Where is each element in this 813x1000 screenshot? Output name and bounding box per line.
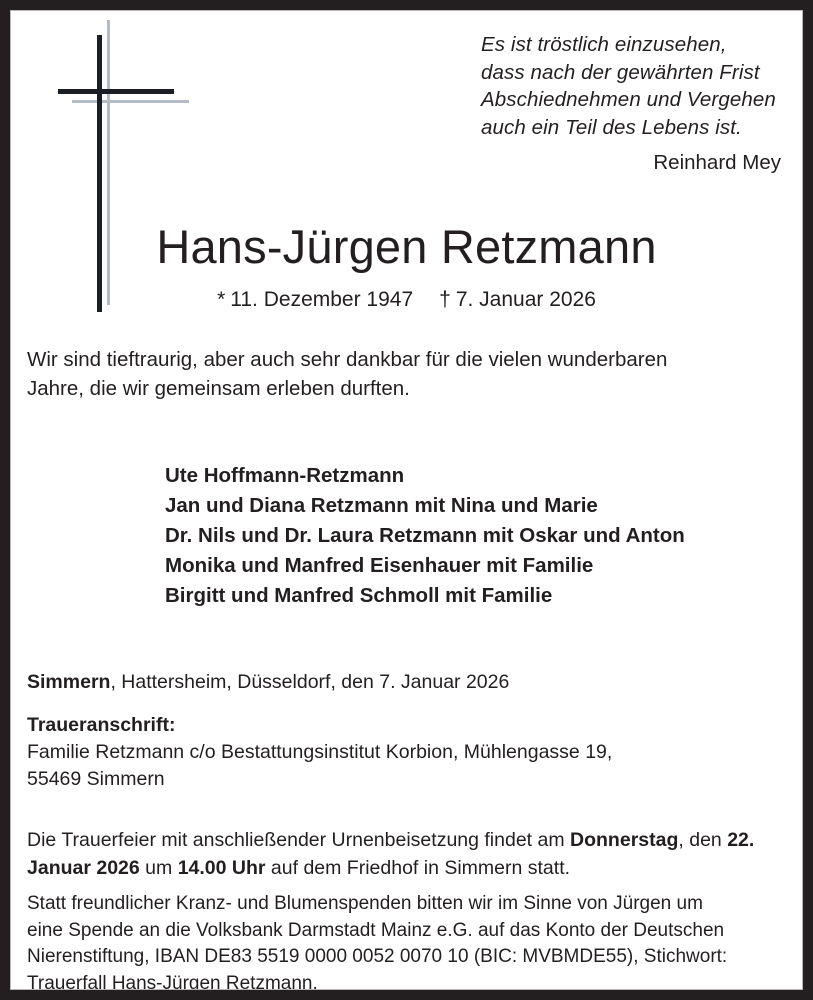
donation-request — [27, 891, 799, 997]
birth-symbol-icon: * — [217, 288, 226, 311]
survivors-list — [165, 461, 805, 611]
quote-author: Reinhard Mey — [653, 151, 781, 174]
survivor-line: Dr. Nils und Dr. Laura Retzmann mit Oskar und Anton — [165, 524, 685, 547]
life-dates — [11, 286, 802, 314]
place-and-date — [27, 669, 787, 695]
notice-sheet — [11, 11, 802, 994]
cross-horizontal-icon — [58, 89, 174, 94]
address-line-1: Familie Retzmann c/o Bestattungsinstitut Korbion, Mühlengasse 19, — [27, 741, 613, 763]
quote-line-2: dass nach der gewährten Frist — [481, 60, 760, 84]
ceremony-details — [27, 826, 797, 882]
cross-icon — [11, 11, 211, 331]
quote-line-1: Es ist tröstlich einzusehen, — [481, 33, 727, 56]
donation-line-4: Trauerfall Hans-Jürgen Retzmann. — [27, 972, 318, 994]
donation-line-1: Statt freundlicher Kranz- und Blumenspenden bitten wir im Sinne von Jürgen um — [27, 893, 703, 914]
deceased-name: Hans-Jürgen Retzmann — [156, 220, 657, 273]
condolence-address — [27, 712, 797, 793]
primary-place: Simmern — [27, 671, 111, 693]
ceremony-text-part-1: Die Trauerfeier mit anschließender Urnenbeisetzung findet am — [27, 829, 571, 851]
memorial-quote — [481, 31, 781, 176]
donation-line-2: eine Spende an die Volksbank Darmstadt Mainz e.G. auf das Konto der Deutschen — [27, 919, 725, 941]
birth-date: 11. Dezember 1947 — [230, 288, 414, 311]
death-date-group — [439, 288, 596, 311]
intro-line-1: Wir sind tieftraurig, aber auch sehr dankbar für die vielen wunderbaren — [27, 348, 668, 371]
cross-horizontal-shadow-icon — [72, 100, 189, 103]
ceremony-time: 14.00 Uhr — [177, 857, 266, 879]
birth-date-group — [217, 288, 413, 311]
intro-line-2: Jahre, die wir gemeinsam erleben durften. — [27, 377, 410, 400]
survivor-line: Birgitt und Manfred Schmoll mit Familie — [165, 584, 553, 607]
ceremony-text-part-2: , den — [678, 829, 728, 851]
ceremony-text-part-3: um — [139, 857, 178, 879]
address-heading: Traueranschrift: — [27, 714, 176, 736]
death-date: 7. Januar 2026 — [455, 288, 596, 311]
quote-line-4: auch ein Teil des Lebens ist. — [481, 115, 742, 139]
address-line-2: 55469 Simmern — [27, 768, 165, 790]
survivor-line: Monika und Manfred Eisenhauer mit Familie — [165, 554, 594, 577]
survivor-line: Ute Hoffmann-Retzmann — [165, 464, 405, 487]
intro-text — [27, 345, 787, 403]
ceremony-text-part-4: auf dem Friedhof in Simmern statt. — [265, 857, 571, 879]
quote-line-3: Abschiednehmen und Vergehen — [481, 88, 776, 111]
ceremony-date: 22. Januar 2026 — [27, 829, 755, 879]
ceremony-weekday: Donnerstag — [570, 829, 679, 851]
place-date-rest: , Hattersheim, Düsseldorf, den 7. Januar 2026 — [110, 671, 510, 693]
death-cross-symbol-icon: † — [439, 288, 451, 311]
survivor-line: Jan und Diana Retzmann mit Nina und Marie — [165, 494, 598, 517]
donation-line-3: Nierenstiftung, IBAN DE83 5519 0000 0052 0070 10 (BIC: MVBMDE55), Stichwort: — [27, 946, 728, 967]
